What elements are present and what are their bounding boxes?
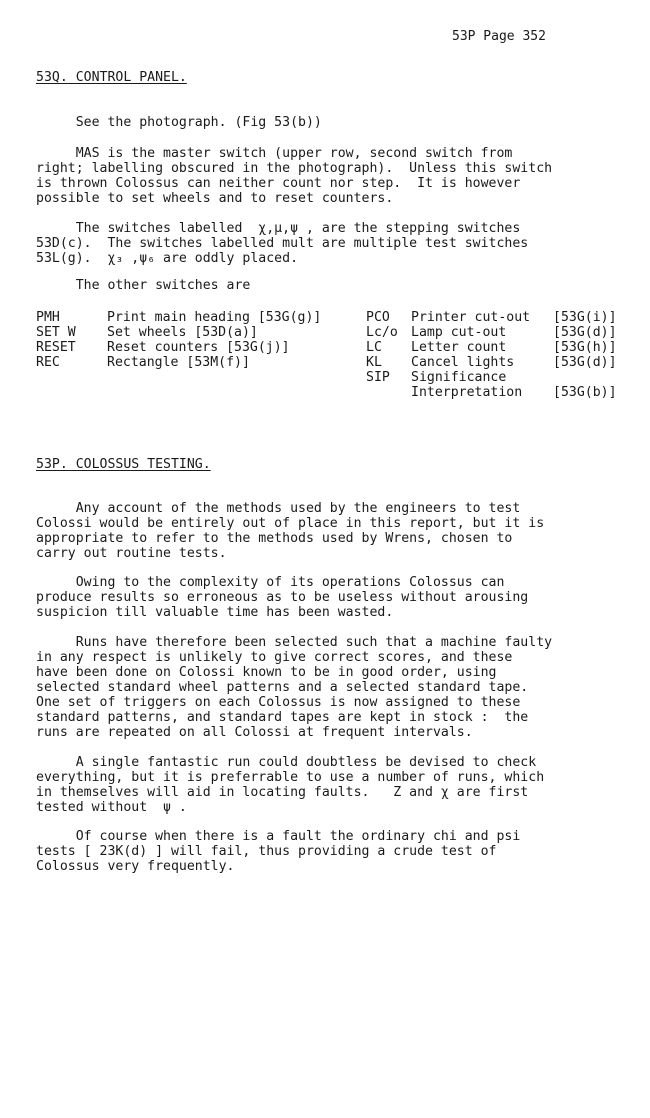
switch-code: KL — [366, 355, 382, 370]
body-line: Any account of the methods used by the engineers to test — [36, 501, 521, 516]
switch-description: Lamp cut-out — [411, 325, 507, 340]
body-line: One set of triggers on each Colossus is now assigned to these — [36, 695, 521, 710]
body-line: tests [ 23K(d) ] will fail, thus providing a crude test of — [36, 844, 497, 859]
switch-description: Letter count — [411, 340, 507, 355]
body-line: everything, but it is preferrable to use a number of runs, which — [36, 770, 545, 785]
switch-code: SIP — [366, 370, 390, 385]
switch-code: REC — [36, 355, 60, 370]
switch-code: PCO — [366, 310, 390, 325]
switch-reference: [53G(b)] — [553, 385, 617, 400]
body-line: right; labelling obscured in the photograph). Unless this switch — [36, 161, 553, 176]
page-number: 53P Page 352 — [452, 29, 546, 44]
body-line: carry out routine tests. — [36, 546, 227, 561]
switch-code: SET W — [36, 325, 76, 340]
body-line: in themselves will aid in locating faults. Z and χ are first — [36, 785, 529, 800]
body-line: runs are repeated on all Colossi at frequent intervals. — [36, 725, 473, 740]
body-line: 53L(g). χ₃ ,ψ₆ are oddly placed. — [36, 251, 299, 266]
switch-description: Printer cut-out — [411, 310, 531, 325]
body-line: tested without ψ . — [36, 800, 187, 815]
switch-description: Significance — [411, 370, 507, 385]
body-line: selected standard wheel patterns and a selected standard tape. — [36, 680, 529, 695]
switch-reference: [53G(d)] — [553, 325, 617, 340]
body-line: Colossi would be entirely out of place in this report, but it is — [36, 516, 545, 531]
body-line: suspicion till valuable time has been wasted. — [36, 605, 394, 620]
body-line: The other switches are — [36, 278, 251, 293]
body-line: appropriate to refer to the methods used by Wrens, chosen to — [36, 531, 513, 546]
switch-reference: [53G(i)] — [553, 310, 617, 325]
body-line: have been done on Colossi known to be in good order, using — [36, 665, 497, 680]
switch-reference: [53G(d)] — [553, 355, 617, 370]
switch-description: Interpretation — [411, 385, 523, 400]
body-line: Of course when there is a fault the ordinary chi and psi — [36, 829, 521, 844]
body-line: is thrown Colossus can neither count nor step. It is however — [36, 176, 521, 191]
switch-code: RESET — [36, 340, 76, 355]
switch-code: PMH — [36, 310, 60, 325]
switch-reference: [53G(h)] — [553, 340, 617, 355]
switch-description: Print main heading [53G(g)] — [107, 310, 322, 325]
section-heading-colossus-testing: 53P. COLOSSUS TESTING. — [36, 457, 211, 472]
body-line: produce results so erroneous as to be useless without arousing — [36, 590, 529, 605]
switch-description: Rectangle [53M(f)] — [107, 355, 250, 370]
section-heading-control-panel: 53Q. CONTROL PANEL. — [36, 70, 187, 85]
body-line: Colossus very frequently. — [36, 859, 235, 874]
switch-code: Lc/o — [366, 325, 398, 340]
body-line: in any respect is unlikely to give correct scores, and these — [36, 650, 513, 665]
body-line: Owing to the complexity of its operations Colossus can — [36, 575, 505, 590]
body-line: MAS is the master switch (upper row, second switch from — [36, 146, 513, 161]
switch-code: LC — [366, 340, 382, 355]
body-line: The switches labelled χ,μ,ψ , are the stepping switches — [36, 221, 521, 236]
body-line: 53D(c). The switches labelled mult are multiple test switches — [36, 236, 529, 251]
body-line: A single fantastic run could doubtless be devised to check — [36, 755, 537, 770]
switch-description: Reset counters [53G(j)] — [107, 340, 290, 355]
body-line: Runs have therefore been selected such that a machine faulty — [36, 635, 553, 650]
switch-description: Cancel lights — [411, 355, 515, 370]
body-line: See the photograph. (Fig 53(b)) — [36, 115, 322, 130]
body-line: standard patterns, and standard tapes are kept in stock : the — [36, 710, 529, 725]
switch-description: Set wheels [53D(a)] — [107, 325, 258, 340]
body-line: possible to set wheels and to reset counters. — [36, 191, 394, 206]
